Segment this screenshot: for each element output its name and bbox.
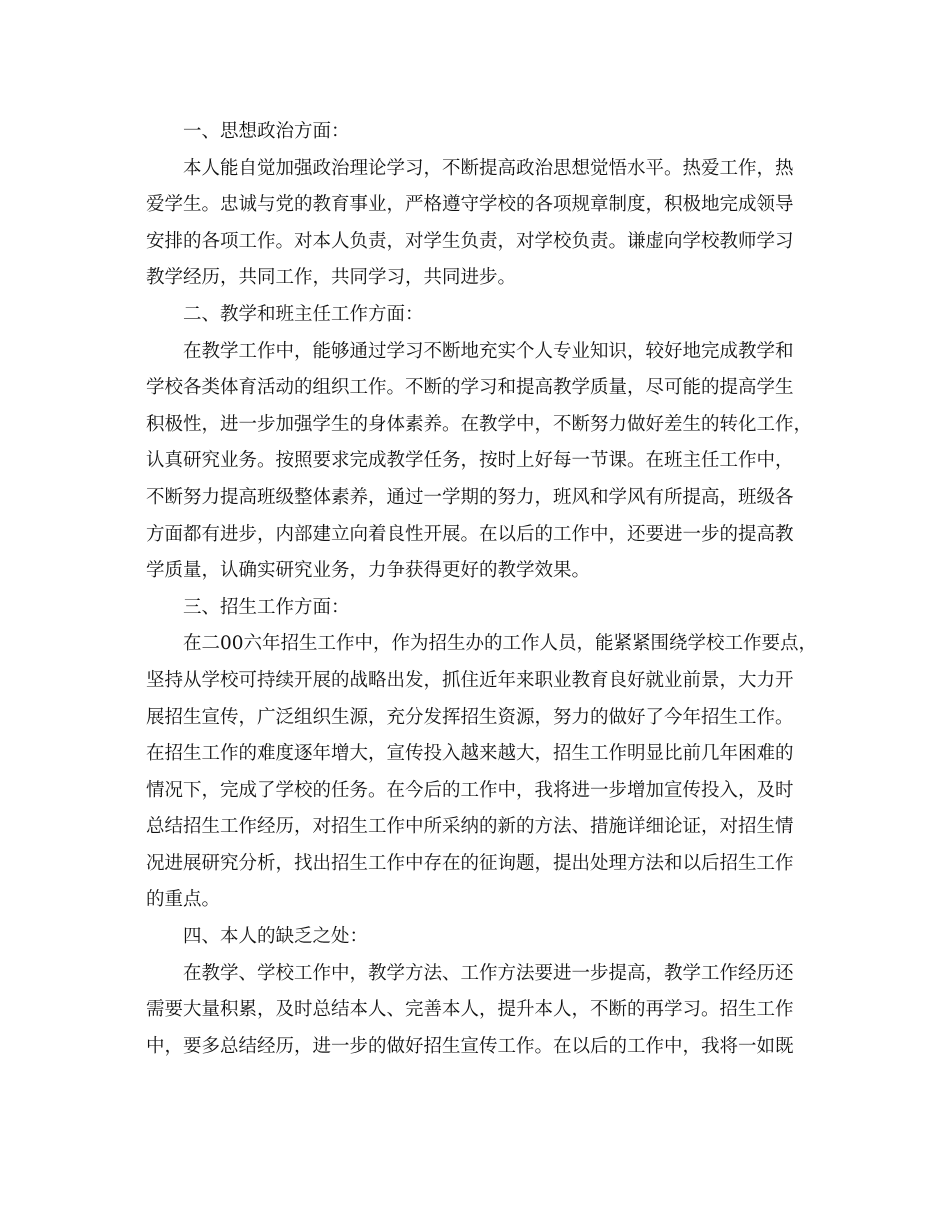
paragraph-line: 教学经历，共同工作，共同学习，共同进步。 bbox=[146, 267, 517, 289]
paragraph-line: 需要大量积累，及时总结本人、完善本人，提升本人，不断的再学习。招生工作 bbox=[146, 999, 794, 1021]
paragraph-line: 坚持从学校可持续开展的战略出发，抓住近年来职业教育良好就业前景，大力开 bbox=[146, 669, 794, 691]
paragraph-first-line: 本人能自觉加强政治理论学习，不断提高政治思想觉悟水平。热爱工作，热 bbox=[183, 157, 794, 179]
paragraph-first-line: 三、招生工作方面： bbox=[183, 596, 350, 618]
paragraph-line: 认真研究业务。按照要求完成教学任务，按时上好每一节课。在班主任工作中， bbox=[146, 450, 794, 472]
paragraph-line: 学校各类体育活动的组织工作。不断的学习和提高教学质量，尽可能的提高学生 bbox=[146, 377, 794, 399]
paragraph-line: 在招生工作的难度逐年增大，宣传投入越来越大，招生工作明显比前几年困难的 bbox=[146, 743, 794, 765]
paragraph-line: 学质量，认确实研究业务，力争获得更好的教学效果。 bbox=[146, 560, 591, 582]
paragraph-line: 爱学生。忠诚与党的教育事业，严格遵守学校的各项规章制度，积极地完成领导 bbox=[146, 194, 794, 216]
paragraph-first-line: 在二00六年招生工作中，作为招生办的工作人员，能紧紧围绕学校工作要点， bbox=[183, 633, 818, 655]
paragraph-line: 展招生宣传，广泛组织生源，充分发挥招生资源，努力的做好了今年招生工作。 bbox=[146, 706, 794, 728]
paragraph-line: 方面都有进步，内部建立向着良性开展。在以后的工作中，还要进一步的提高教 bbox=[146, 523, 794, 545]
paragraph-line: 安排的各项工作。对本人负责，对学生负责，对学校负责。谦虚向学校教师学习 bbox=[146, 230, 794, 252]
paragraph-line: 情况下，完成了学校的任务。在今后的工作中，我将进一步增加宣传投入，及时 bbox=[146, 779, 794, 801]
document-body bbox=[146, 114, 818, 1065]
paragraph-first-line: 二、教学和班主任工作方面： bbox=[183, 303, 424, 325]
paragraph-first-line: 在教学工作中，能够通过学习不断地充实个人专业知识，较好地完成教学和 bbox=[183, 340, 794, 362]
paragraph-first-line: 一、思想政治方面： bbox=[183, 121, 350, 142]
paragraph-line: 的重点。 bbox=[146, 889, 221, 911]
paragraph-line: 中，要多总结经历，进一步的做好招生宣传工作。在以后的工作中，我将一如既 bbox=[146, 1035, 794, 1057]
paragraph-line: 总结招生工作经历，对招生工作中所采纳的新的方法、措施详细论证，对招生情 bbox=[146, 816, 794, 838]
paragraph-line: 积极性，进一步加强学生的身体素养。在教学中，不断努力做好差生的转化工作， bbox=[146, 413, 813, 435]
paragraph-line: 不断努力提高班级整体素养，通过一学期的努力，班风和学风有所提高，班级各 bbox=[146, 486, 794, 508]
paragraph-first-line: 在教学、学校工作中，教学方法、工作方法要进一步提高，教学工作经历还 bbox=[183, 962, 794, 984]
paragraph-line: 况进展研究分析，找出招生工作中存在的征询题，提出处理方法和以后招生工作 bbox=[146, 852, 794, 874]
paragraph-first-line: 四、本人的缺乏之处： bbox=[183, 926, 369, 948]
